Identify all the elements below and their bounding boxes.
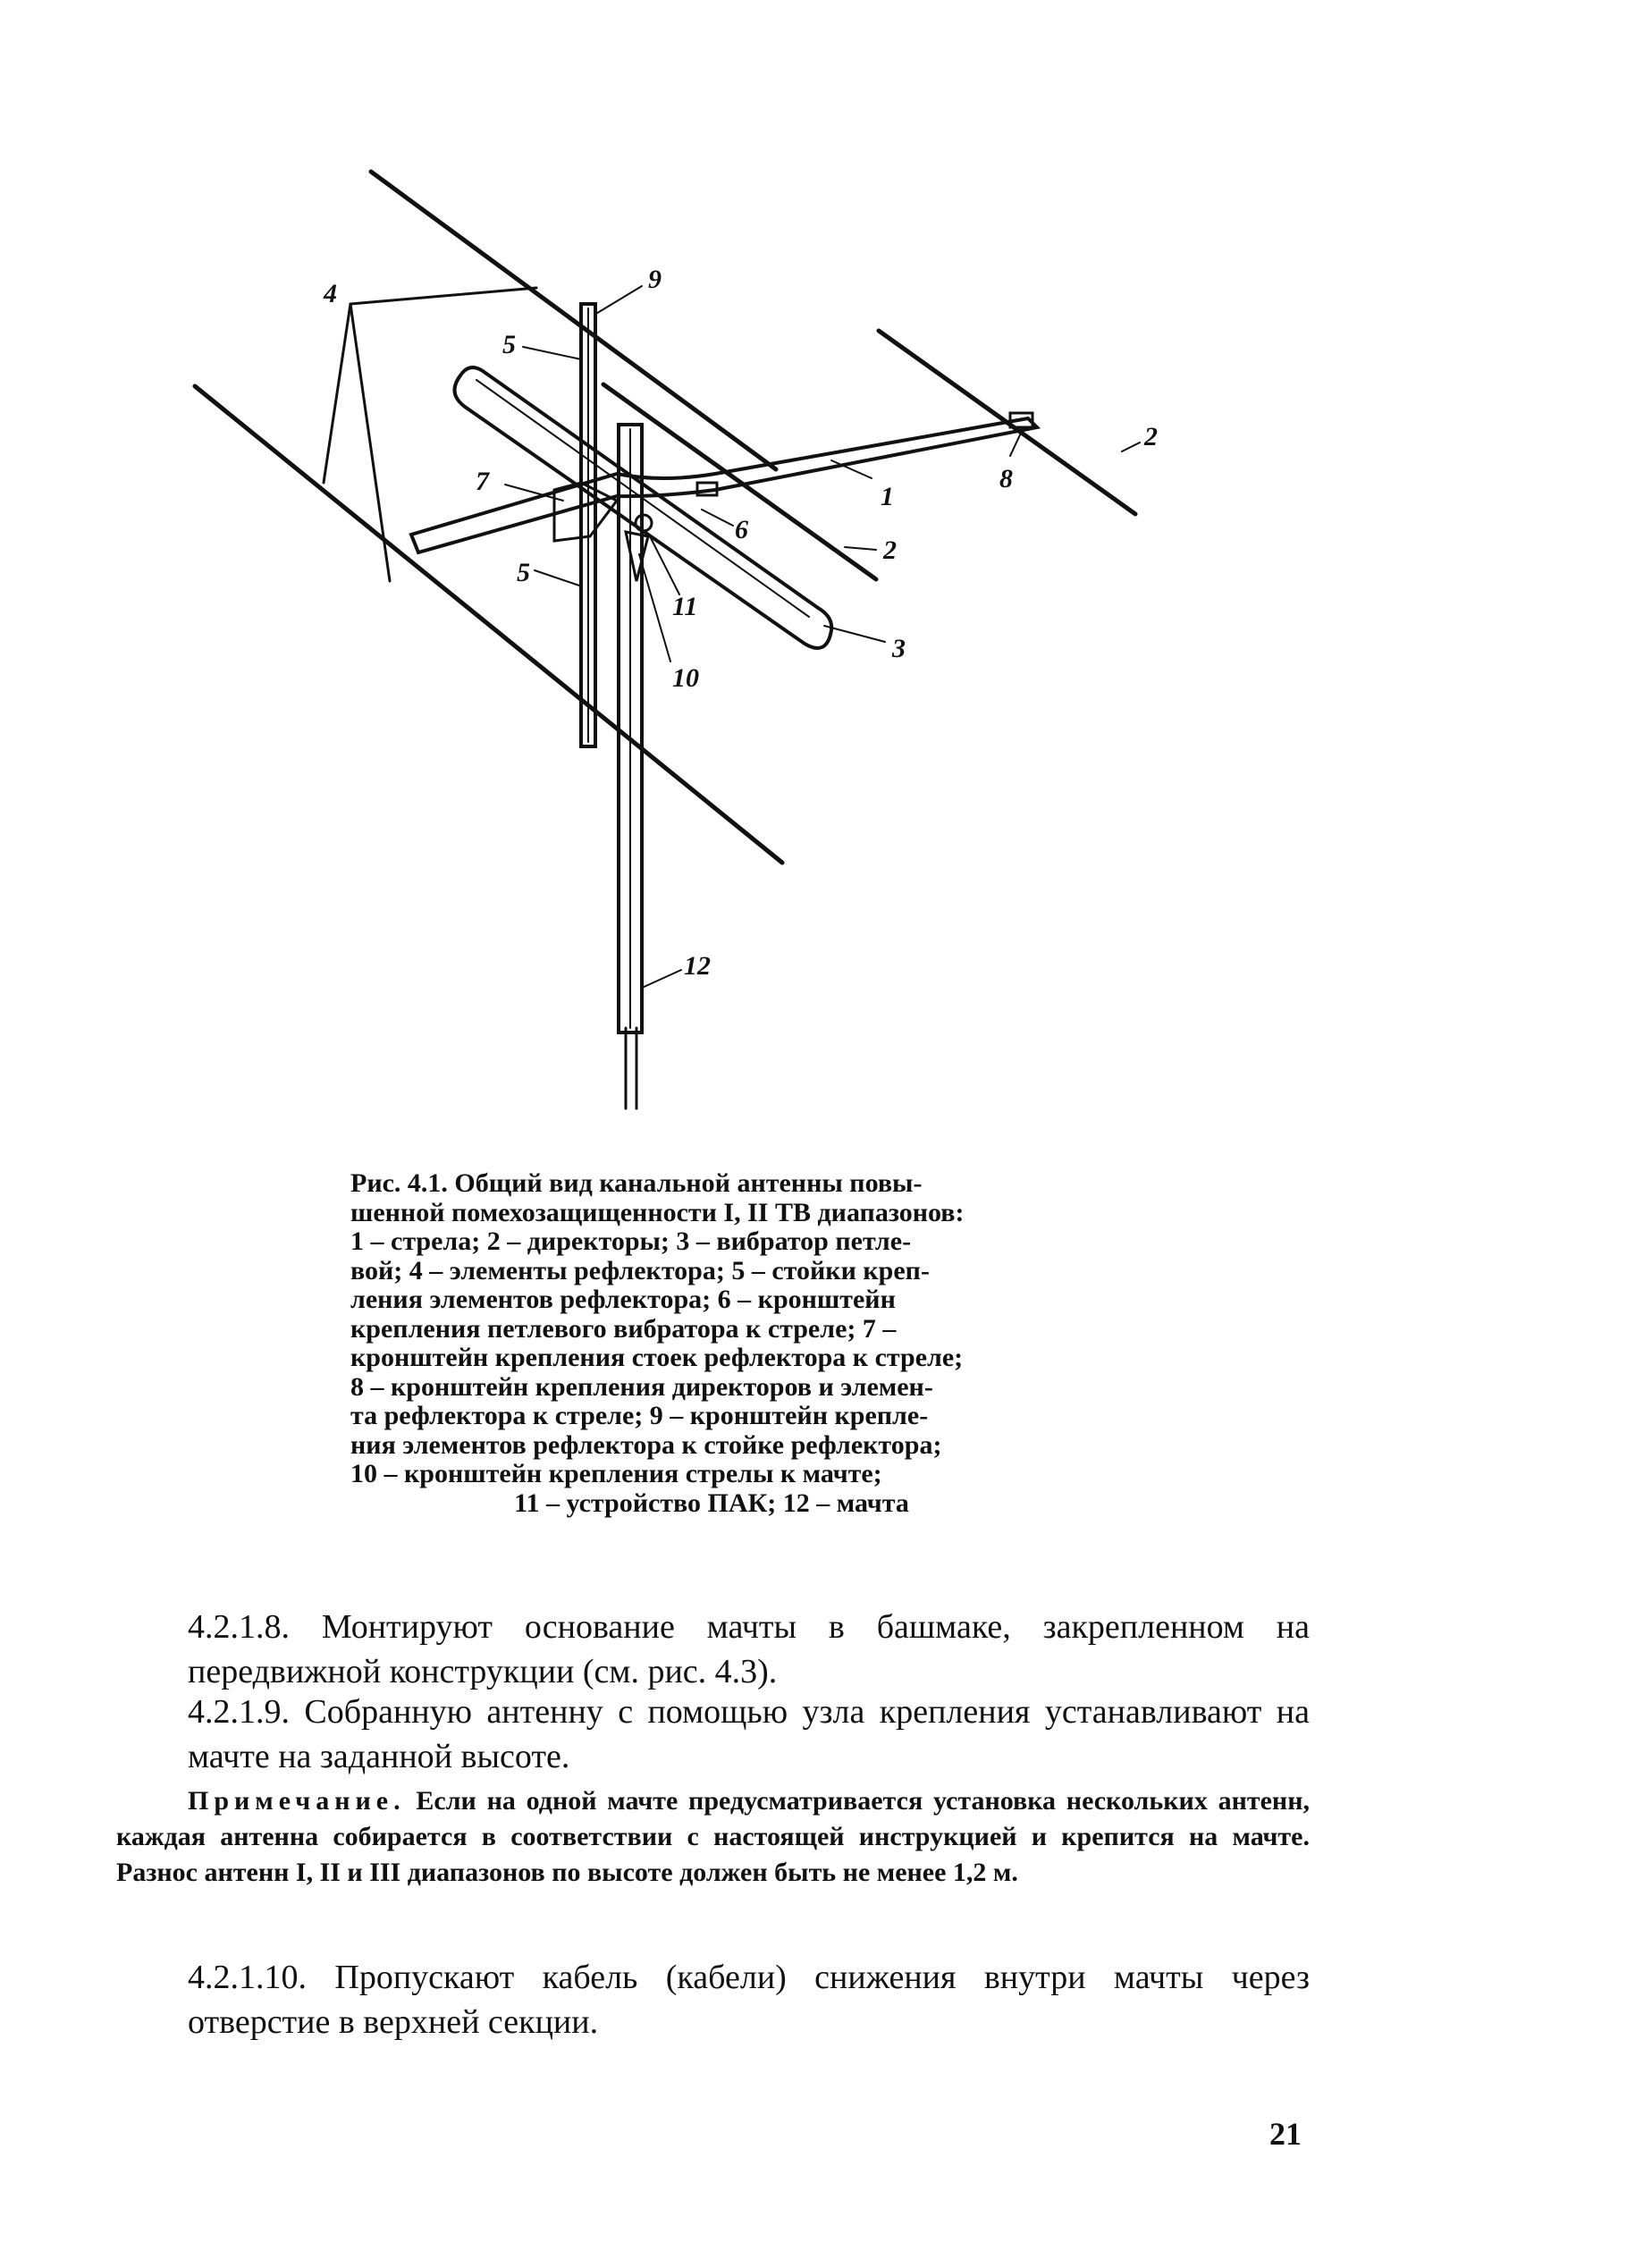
paragraph-4-2-1-9 bbox=[116, 1690, 1310, 1779]
paragraph-4-2-1-10 bbox=[116, 1955, 1310, 2044]
callout-8: 8 bbox=[999, 464, 1013, 493]
note-text: Если на одной мачте предусматривается установка нескольких антенн, каждая антенна собирается в соответствии с настоящей инструкцией и крепится на мачте. Разнос антенн I, II и III диапазонов по высоте должен быть не менее 1,2 м. bbox=[116, 1786, 1310, 1887]
leader-4 bbox=[350, 288, 536, 304]
callout-labels bbox=[323, 265, 1158, 981]
callout-12: 12 bbox=[684, 951, 711, 981]
callout-5-upper: 5 bbox=[502, 330, 516, 359]
caption-line: 11 – устройство ПАК; 12 – мачта bbox=[514, 1488, 909, 1518]
caption-line: 10 – кронштейн крепления стрелы к мачте; bbox=[350, 1459, 882, 1488]
callout-2-front: 2 bbox=[883, 535, 897, 565]
leader-4b bbox=[324, 304, 350, 483]
caption-line: та рефлектора к стреле; 9 – кронштейн крепле- bbox=[350, 1401, 929, 1430]
caption-line: 8 – кронштейн крепления директоров и элемен- bbox=[350, 1371, 933, 1402]
callout-7: 7 bbox=[476, 467, 489, 496]
caption-line: вой; 4 – элементы рефлектора; 5 – стойки креп- bbox=[350, 1255, 930, 1285]
callout-2-rear: 2 bbox=[1144, 422, 1158, 451]
leader-4c bbox=[350, 304, 390, 581]
caption-line: шенной помехозащищенности I, II ТВ диапазонов: bbox=[350, 1197, 965, 1227]
reflector-element-lower bbox=[195, 386, 782, 863]
caption-line: крепления петлевого вибратора к стреле; 7 – bbox=[350, 1313, 897, 1344]
callout-11: 11 bbox=[672, 592, 698, 621]
caption-line: ния элементов рефлектора к стойке рефлектора; bbox=[350, 1429, 942, 1460]
paragraph-text: 4.2.1.8. Монтируют основание мачты в башмаке, закрепленном на передвижной конструкции (см. рис. 4.3). bbox=[188, 1608, 1310, 1690]
callout-6: 6 bbox=[735, 515, 748, 544]
antenna-drawing bbox=[195, 172, 1140, 1108]
page-number: 21 bbox=[1269, 2116, 1302, 2152]
callout-1: 1 bbox=[881, 482, 894, 511]
caption-line: кронштейн крепления стоек рефлектора к стреле; bbox=[350, 1343, 964, 1372]
paragraph-4-2-1-8 bbox=[116, 1605, 1310, 1694]
callout-4: 4 bbox=[324, 279, 337, 308]
note-block bbox=[116, 1783, 1310, 1891]
antenna-figure bbox=[0, 0, 1652, 1117]
paragraph-text: 4.2.1.10. Пропускают кабель (кабели) снижения внутри мачты через отверстие в верхней секции. bbox=[188, 1959, 1310, 2041]
caption-line: 1 – стрела; 2 – директоры; 3 – вибратор петле- bbox=[350, 1226, 912, 1256]
callout-3: 3 bbox=[892, 634, 906, 663]
paragraph-text: 4.2.1.9. Собранную антенну с помощью узла крепления устанавливают на мачте на заданной высоте. bbox=[188, 1693, 1310, 1775]
note-lead: Примечание. bbox=[188, 1786, 406, 1816]
caption-line: ления элементов рефлектора; 6 – кронштейн bbox=[350, 1285, 896, 1314]
callout-10: 10 bbox=[672, 663, 699, 693]
callout-5-lower: 5 bbox=[517, 558, 530, 587]
reflector-element-upper bbox=[371, 172, 776, 469]
caption-line: Рис. 4.1. Общий вид канальной антенны повы- bbox=[350, 1168, 923, 1198]
figure-caption bbox=[350, 1169, 1073, 1518]
callout-9: 9 bbox=[648, 265, 662, 294]
